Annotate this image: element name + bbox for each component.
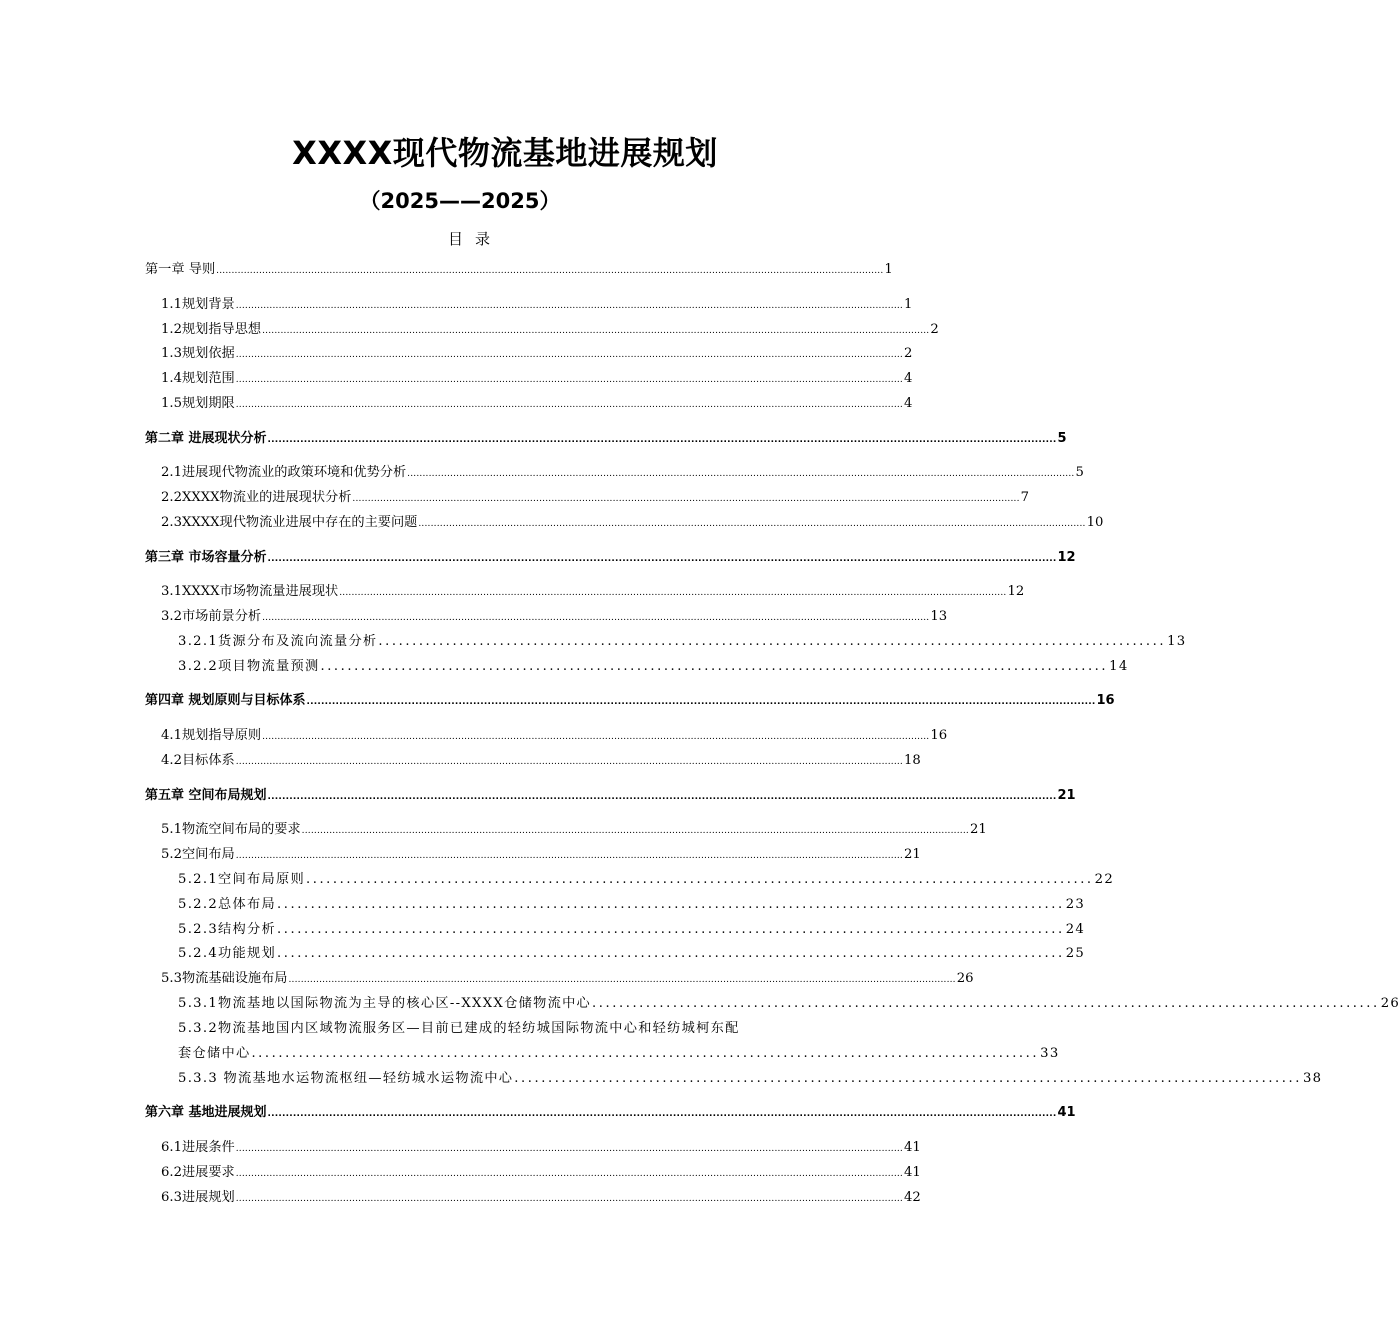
dot-leader: ..................................................................................................................... — [277, 946, 1065, 961]
toc-entry-label: 3.1XXXX市场物流量进展现状 — [161, 584, 339, 599]
toc-entry[interactable] — [161, 1137, 921, 1159]
dot-leader: .......................................................................................................................................................................................................................... — [235, 400, 903, 410]
dot-leader: ..................................................................................................................... — [277, 922, 1065, 937]
toc-entry-page: 2 — [930, 322, 939, 337]
toc-entry-page: 33 — [1040, 1046, 1060, 1061]
toc-entry[interactable] — [178, 631, 1187, 653]
toc-entry[interactable] — [178, 993, 1400, 1015]
dot-leader: .......................................................................................................................................................................................................................... — [216, 266, 884, 276]
toc-entry-page: 21 — [1057, 788, 1076, 803]
toc-entry-label: 5.2.3结构分析 — [178, 922, 277, 937]
toc-entry[interactable] — [161, 343, 913, 365]
toc-entry-page: 24 — [1065, 922, 1086, 937]
toc-entry[interactable] — [178, 919, 1086, 941]
dot-leader: .......................................................................................................................................................................................................................... — [235, 301, 903, 311]
dot-leader: .......................................................................................................................................................................................................................... — [235, 1169, 903, 1179]
dot-leader: .......................................................................................................................................................................................................................... — [262, 732, 930, 742]
toc-entry-label: 第四章 规划原则与目标体系 — [145, 693, 306, 708]
toc-entry-page: 41 — [904, 1140, 921, 1155]
toc-entry-label: 4.2目标体系 — [161, 753, 235, 768]
toc-entry[interactable] — [161, 725, 948, 747]
toc-entry-page: 26 — [956, 971, 974, 986]
toc-entry-page: 7 — [1020, 490, 1030, 505]
toc-chapter-entry[interactable] — [145, 547, 1076, 569]
toc-entry[interactable] — [178, 1068, 1323, 1090]
toc-entry[interactable] — [178, 943, 1086, 965]
toc-entry-label: 2.3XXXX现代物流业进展中存在的主要问题 — [161, 515, 418, 530]
toc-entry-label: 第三章 市场容量分析 — [145, 550, 267, 565]
toc-entry[interactable] — [161, 319, 939, 341]
dot-leader: ..................................................................................................................... — [592, 996, 1380, 1011]
dot-leader: .......................................................................................................................................................................................................................... — [235, 1194, 903, 1204]
toc-entry-page: 26 — [1380, 996, 1400, 1011]
dot-leader: ..................................................................................................................... — [320, 659, 1109, 674]
toc-entry[interactable] — [161, 294, 913, 316]
toc-entry-label: 2.1进展现代物流业的政策环境和优势分析 — [161, 465, 407, 480]
toc-entry[interactable] — [161, 462, 1084, 484]
toc-entry-label: 1.1规划背景 — [161, 297, 235, 312]
toc-entry-label: 5.3.1物流基地以国际物流为主导的核心区--XXXX仓储物流中心 — [178, 996, 592, 1011]
dot-leader: .......................................................................................................................................................................................................................... — [235, 851, 903, 861]
toc-entry-page: 41 — [904, 1165, 921, 1180]
toc-entry-label: 1.3规划依据 — [161, 346, 235, 361]
toc-entry-page: 23 — [1065, 897, 1086, 912]
toc-entry[interactable] — [161, 512, 1104, 534]
toc-entry-page: 16 — [930, 728, 948, 743]
dot-leader: .......................................................................................................................................................................................................................... — [267, 554, 1057, 564]
toc-entry-page: 38 — [1302, 1071, 1323, 1086]
dot-leader: .......................................................................................................................................................................................................................... — [288, 975, 956, 985]
dot-leader: ..................................................................................................................... — [305, 872, 1094, 887]
dot-leader: .......................................................................................................................................................................................................................... — [418, 519, 1086, 529]
toc-entry-page: 4 — [904, 371, 913, 386]
toc-entry-label: 3.2.2项目物流量预测 — [178, 659, 320, 674]
dot-leader: .......................................................................................................................................................................................................................... — [301, 826, 969, 836]
toc-entry-page: 1 — [904, 297, 913, 312]
toc-entry-label: 1.2规划指导思想 — [161, 322, 262, 337]
toc-entry[interactable] — [178, 1043, 1060, 1065]
dot-leader: ..................................................................................................................... — [251, 1046, 1040, 1061]
toc-entry-page: 25 — [1065, 946, 1086, 961]
toc-entry-page: 21 — [969, 822, 987, 837]
toc-entry-page: 1 — [884, 262, 893, 277]
dot-leader: .......................................................................................................................................................................................................................... — [235, 1144, 903, 1154]
toc-entry-page: 22 — [1094, 872, 1115, 887]
toc-chapter-entry[interactable] — [145, 1102, 1076, 1124]
toc-entry[interactable] — [161, 393, 913, 415]
document-title: XXXX现代物流基地进展规划 — [292, 134, 718, 172]
toc-entry[interactable] — [178, 894, 1086, 916]
toc-entry[interactable] — [161, 968, 974, 990]
toc-entry[interactable] — [161, 750, 921, 772]
toc-entry-label: 5.3.3 物流基地水运物流枢纽—轻纺城水运物流中心 — [178, 1071, 514, 1086]
toc-entry-page: 41 — [1057, 1105, 1076, 1120]
toc-entry-first-line[interactable] — [178, 1018, 806, 1040]
toc-entry-label: 2.2XXXX物流业的进展现状分析 — [161, 490, 352, 505]
toc-entry-label: 1.4规划范围 — [161, 371, 235, 386]
toc-entry[interactable] — [161, 1187, 921, 1209]
dot-leader: .......................................................................................................................................................................................................................... — [267, 435, 1057, 445]
toc-entry[interactable] — [161, 487, 1030, 509]
toc-entry-label: 5.2.1空间布局原则 — [178, 872, 305, 887]
toc-entry[interactable] — [161, 368, 913, 390]
toc-entry-page: 5 — [1057, 431, 1067, 446]
toc-entry-page: 13 — [930, 609, 948, 624]
toc-entry[interactable] — [161, 606, 948, 628]
toc-entry[interactable] — [178, 656, 1129, 678]
toc-chapter-entry[interactable] — [145, 690, 1115, 712]
toc-entry-label: 3.2.1货源分布及流向流量分析 — [178, 634, 378, 649]
dot-leader: .......................................................................................................................................................................................................................... — [407, 469, 1075, 479]
toc-entry-page: 18 — [904, 753, 921, 768]
dot-leader: .......................................................................................................................................................................................................................... — [262, 613, 930, 623]
toc-entry-page: 12 — [1007, 584, 1025, 599]
dot-leader: .......................................................................................................................................................................................................................... — [262, 326, 930, 336]
toc-entry-label: 6.1进展条件 — [161, 1140, 235, 1155]
toc-entry-page: 21 — [904, 847, 921, 862]
toc-entry-label: 第二章 进展现状分析 — [145, 431, 267, 446]
toc-entry-label: 第六章 基地进展规划 — [145, 1105, 267, 1120]
toc-entry[interactable] — [161, 581, 1025, 603]
toc-entry-page: 13 — [1167, 634, 1187, 649]
toc-chapter-entry[interactable] — [145, 785, 1076, 807]
dot-leader: .......................................................................................................................................................................................................................... — [235, 350, 903, 360]
document-subtitle: （2025——2025） — [359, 189, 561, 213]
toc-entry-page: 2 — [904, 346, 913, 361]
toc-entry-page: 42 — [904, 1190, 921, 1205]
toc-entry-label: 5.2.2总体布局 — [178, 897, 277, 912]
toc-entry-page: 10 — [1086, 515, 1104, 530]
dot-leader: ..................................................................................................................... — [514, 1071, 1302, 1086]
dot-leader: ..................................................................................................................... — [378, 634, 1167, 649]
toc-heading: 目录 — [447, 230, 502, 248]
dot-leader: .......................................................................................................................................................................................................................... — [267, 1109, 1057, 1119]
toc-chapter-entry[interactable] — [145, 428, 1067, 450]
dot-leader: ..................................................................................................................... — [277, 897, 1065, 912]
dot-leader: .......................................................................................................................................................................................................................... — [306, 697, 1096, 707]
toc-entry-label: 第五章 空间布局规划 — [145, 788, 267, 803]
toc-entry-page: 5 — [1075, 465, 1084, 480]
dot-leader: .......................................................................................................................................................................................................................... — [352, 494, 1020, 504]
toc-entry-page: 4 — [904, 396, 913, 411]
toc-entry-label-continued: 套仓储中心 — [178, 1046, 251, 1061]
toc-entry-label: 3.2市场前景分析 — [161, 609, 262, 624]
toc-entry-label: 6.2进展要求 — [161, 1165, 235, 1180]
dot-leader: .......................................................................................................................................................................................................................... — [235, 375, 903, 385]
dot-leader: .......................................................................................................................................................................................................................... — [267, 792, 1057, 802]
toc-entry[interactable] — [145, 259, 893, 281]
toc-entry-page: 16 — [1096, 693, 1115, 708]
dot-leader: .......................................................................................................................................................................................................................... — [235, 757, 903, 767]
toc-entry-label: 5.3.2物流基地国内区域物流服务区—目前已建成的轻纺城国际物流中心和轻纺城柯东配 — [178, 1021, 740, 1036]
toc-entry[interactable] — [161, 819, 987, 841]
toc-entry-label: 5.1物流空间布局的要求 — [161, 822, 301, 837]
toc-entry[interactable] — [161, 844, 921, 866]
toc-entry-label: 第一章 导则 — [145, 262, 216, 277]
toc-entry-label: 6.3进展规划 — [161, 1190, 235, 1205]
toc-entry[interactable] — [161, 1162, 921, 1184]
toc-entry[interactable] — [178, 869, 1115, 891]
toc-entry-page: 12 — [1057, 550, 1076, 565]
toc-entry-label: 5.2.4功能规划 — [178, 946, 277, 961]
dot-leader: .......................................................................................................................................................................................................................... — [339, 588, 1007, 598]
toc-entry-label: 1.5规划期限 — [161, 396, 235, 411]
toc-entry-label: 4.1规划指导原则 — [161, 728, 262, 743]
toc-entry-label: 5.2空间布局 — [161, 847, 235, 862]
toc-entry-label: 5.3物流基础设施布局 — [161, 971, 288, 986]
toc-entry-page: 14 — [1109, 659, 1129, 674]
